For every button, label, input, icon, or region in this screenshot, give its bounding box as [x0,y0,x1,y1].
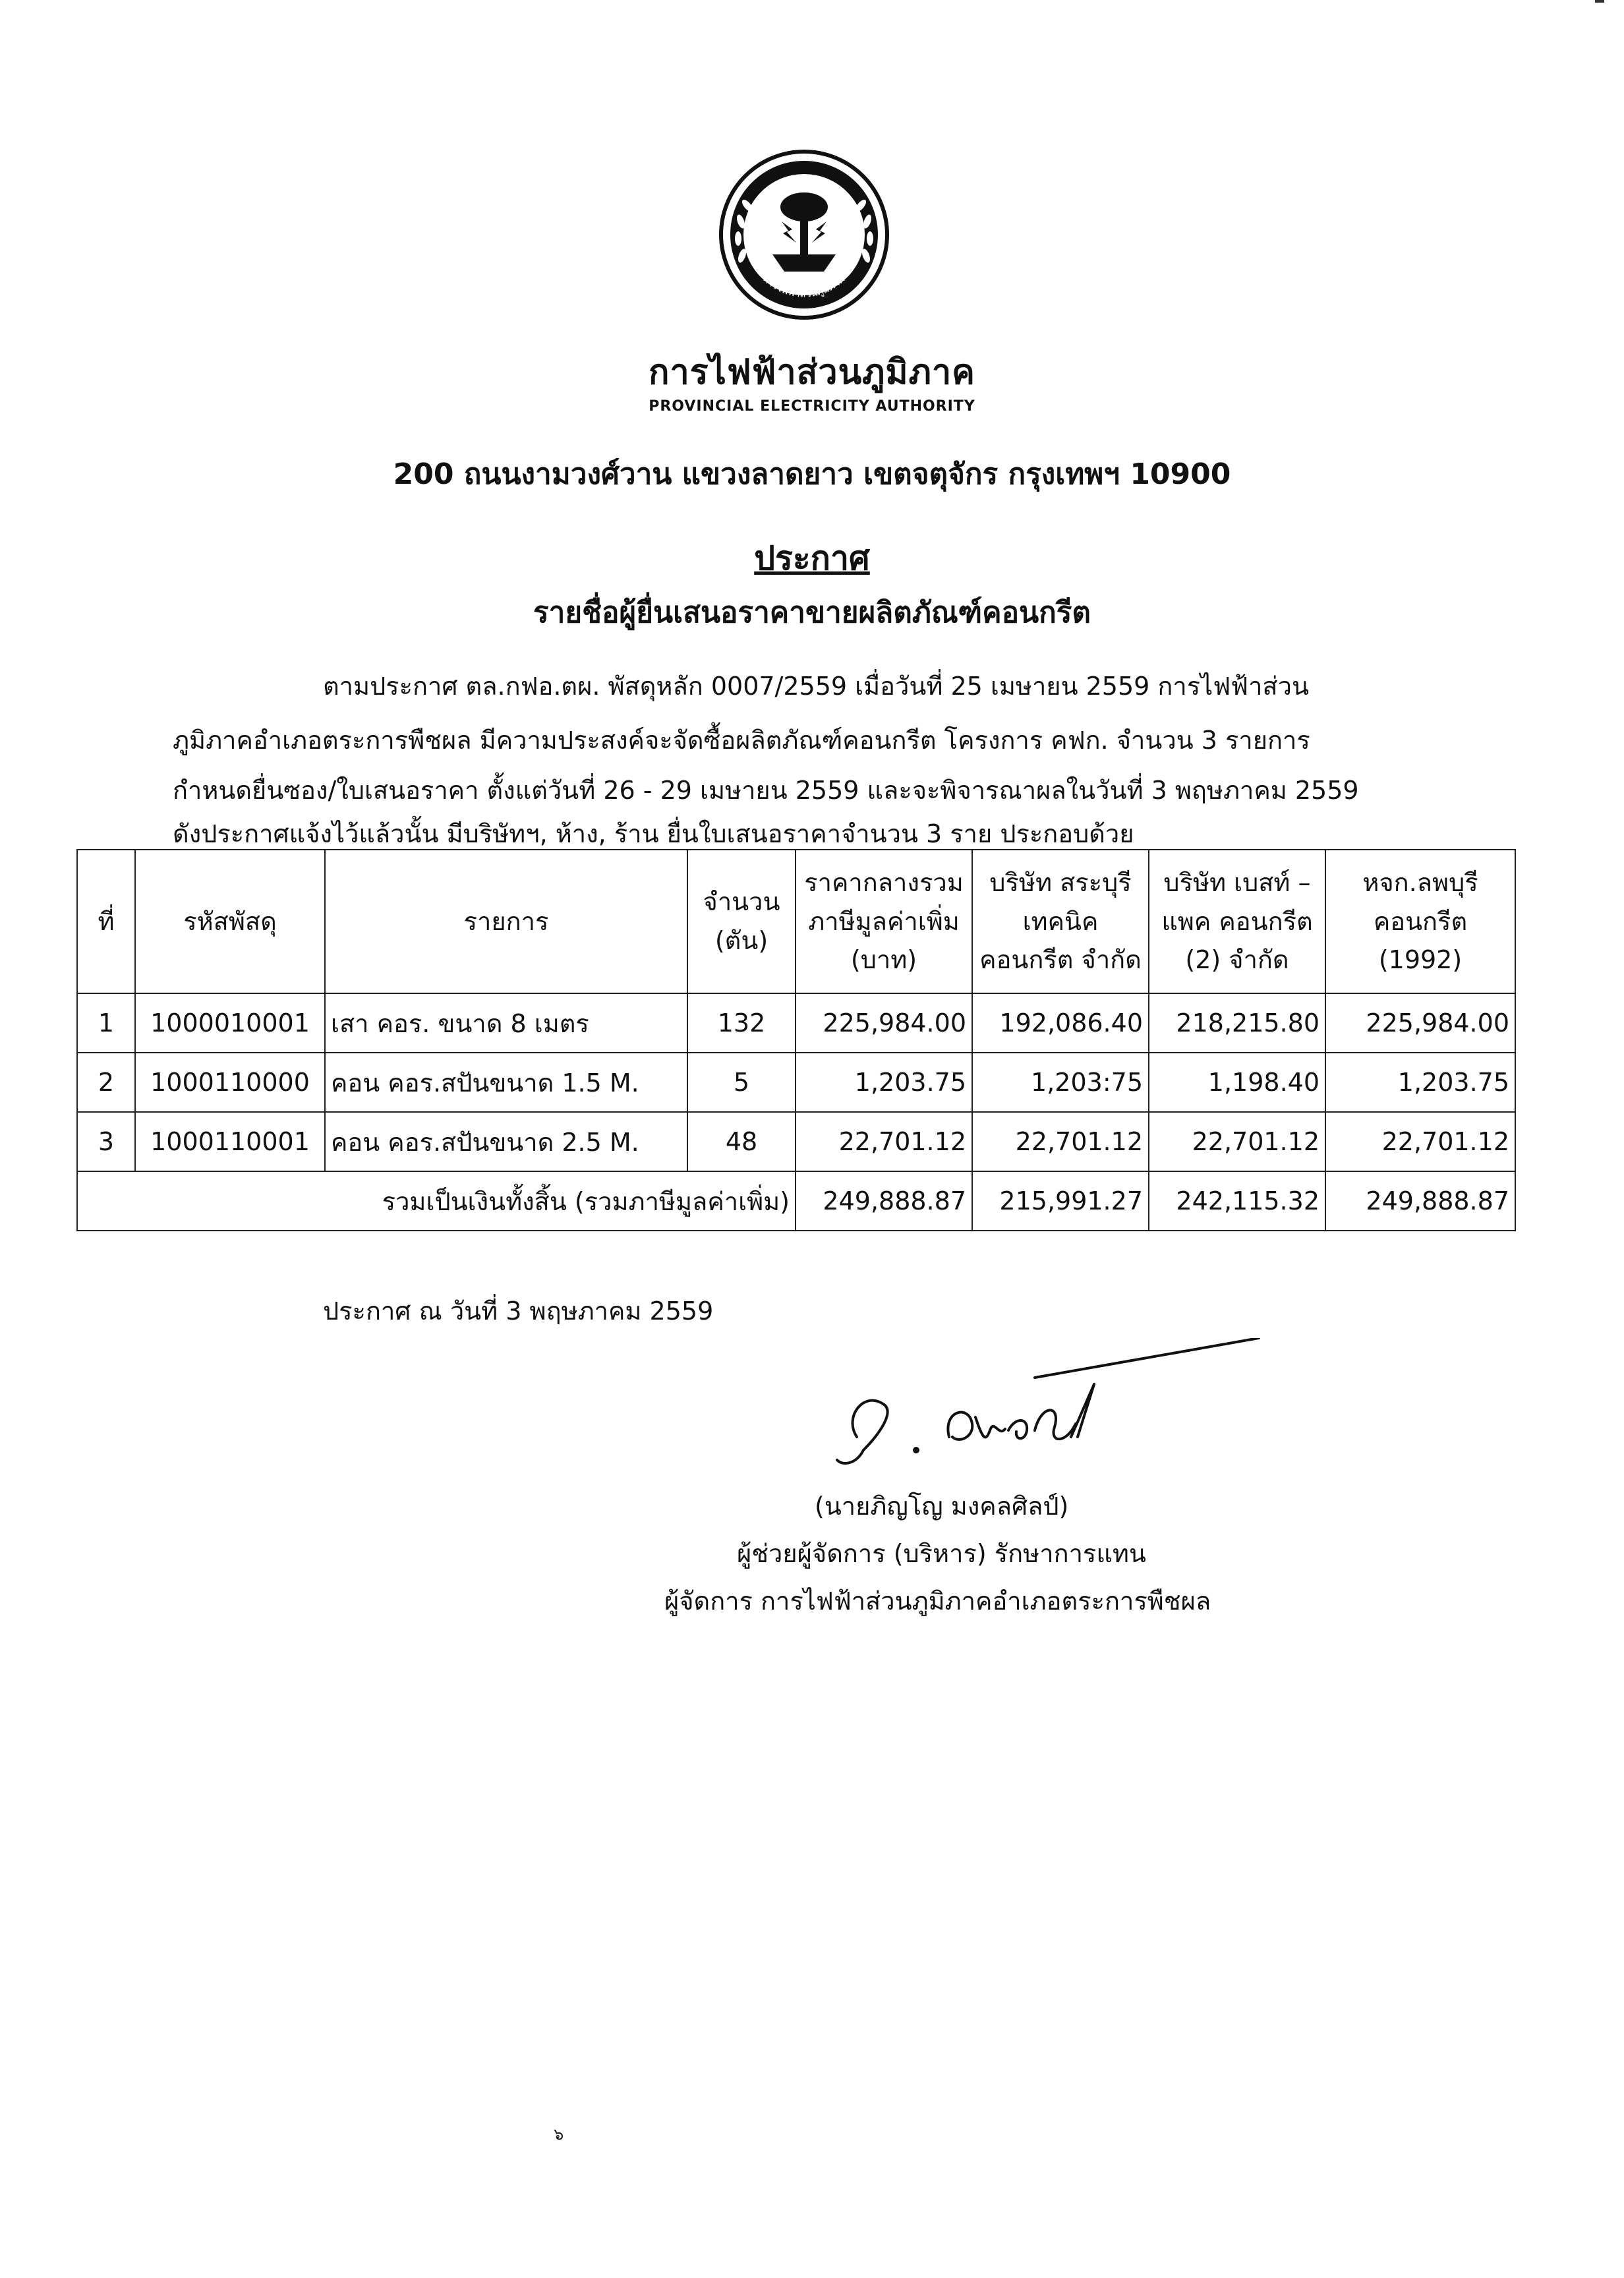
total-bidder-2: 242,115.32 [1149,1171,1325,1231]
total-bidder-1: 215,991.27 [972,1171,1149,1231]
cell-no: 1 [77,993,135,1053]
cell-code: 1000110000 [135,1053,325,1112]
logo-seal-text: การไฟฟ้าส่วนภูมิภาค [761,273,848,300]
cell-bidder-2: 22,701.12 [1149,1112,1325,1171]
cell-median: 1,203.75 [796,1053,972,1112]
cell-bidder-3: 225,984.00 [1325,993,1515,1053]
header-bidder-3: หจก.ลพบุรี คอนกรีต (1992) [1325,850,1515,993]
cell-code: 1000110001 [135,1112,325,1171]
corner-mark [1595,0,1604,3]
cell-code: 1000010001 [135,993,325,1053]
bid-table [76,849,1516,1231]
cell-qty: 5 [687,1053,796,1112]
cell-bidder-1: 192,086.40 [972,993,1149,1053]
table-row [77,1053,1515,1112]
cell-item: เสา คอร. ขนาด 8 เมตร [325,993,687,1053]
cell-no: 2 [77,1053,135,1112]
cell-bidder-1: 22,701.12 [972,1112,1149,1171]
org-name-thai: การไฟฟ้าส่วนภูมิภาค [649,353,975,392]
table-total-row [77,1171,1515,1231]
cell-item: คอน คอร.สปันขนาด 2.5 M. [325,1112,687,1171]
pea-logo-seal [718,149,890,320]
total-bidder-3: 249,888.87 [1325,1171,1515,1231]
cell-bidder-3: 1,203.75 [1325,1053,1515,1112]
paragraph-line-2: ภูมิภาคอำเภอตระการพืชผล มีความประสงค์จะจัดซื้อผลิตภัณฑ์คอนกรีต โครงการ คฟก. จำนวน 3 รายการ [173,726,1310,755]
cell-median: 22,701.12 [796,1112,972,1171]
org-name-english: PROVINCIAL ELECTRICITY AUTHORITY [649,398,975,415]
org-address: 200 ถนนงามวงศ์วาน แขวงลาดยาว เขตจตุจักร กรุงเทพฯ 10900 [393,457,1231,491]
paragraph-line-4: ดังประกาศแจ้งไว้แล้วนั้น มีบริษัทฯ, ห้าง, ร้าน ยื่นใบเสนอราคาจำนวน 3 ราย ประกอบด้วย [173,819,1134,848]
announcement-title: ประกาศ [754,539,870,577]
header-qty: จำนวน (ตัน) [687,850,796,993]
total-median: 249,888.87 [796,1171,972,1231]
header-bidder-2: บริษัท เบสท์ – แพค คอนกรีต (2) จำกัด [1149,850,1325,993]
announcement-subtitle: รายชื่อผู้ยื่นเสนอราคาขายผลิตภัณฑ์คอนกรีต [533,596,1091,629]
cell-median: 225,984.00 [796,993,972,1053]
cell-qty: 132 [687,993,796,1053]
table-header-row [77,850,1515,993]
signer-name: (นายภิญโญ มงคลศิลป์) [815,1492,1069,1521]
header-median-price: ราคากลางรวม ภาษีมูลค่าเพิ่ม (บาท) [796,850,972,993]
cell-no: 3 [77,1112,135,1171]
header-bidder-1: บริษัท สระบุรี เทคนิค คอนกรีต จำกัด [972,850,1149,993]
cell-qty: 48 [687,1112,796,1171]
header-no: ที่ [77,850,135,993]
paragraph-line-3: กำหนดยื่นซอง/ใบเสนอราคา ตั้งแต่วันที่ 26 - 29 เมษายน 2559 และจะพิจารณาผลในวันที่ 3 พฤษภาคม 2559 [173,776,1359,805]
cell-bidder-2: 1,198.40 [1149,1053,1325,1112]
header-item: รายการ [325,850,687,993]
cell-bidder-1: 1,203:75 [972,1053,1149,1112]
table-row [77,1112,1515,1171]
page-mark: ๖ [554,2125,564,2144]
total-label: รวมเป็นเงินทั้งสิ้น (รวมภาษีมูลค่าเพิ่ม) [77,1171,796,1231]
announcement-date: ประกาศ ณ วันที่ 3 พฤษภาคม 2559 [323,1297,714,1326]
signer-position-2: ผู้จัดการ การไฟฟ้าส่วนภูมิภาคอำเภอตระการพืชผล [664,1587,1211,1616]
handwritten-signature [817,1338,1265,1490]
header-code: รหัสพัสดุ [135,850,325,993]
table-row [77,993,1515,1053]
signer-position-1: ผู้ช่วยผู้จัดการ (บริหาร) รักษาการแทน [737,1539,1146,1568]
cell-item: คอน คอร.สปันขนาด 1.5 M. [325,1053,687,1112]
cell-bidder-3: 22,701.12 [1325,1112,1515,1171]
paragraph-line-1: ตามประกาศ ตล.กฟอ.ตผ. พัสดุหลัก 0007/2559 เมื่อวันที่ 25 เมษายน 2559 การไฟฟ้าส่วน [323,672,1309,701]
cell-bidder-2: 218,215.80 [1149,993,1325,1053]
